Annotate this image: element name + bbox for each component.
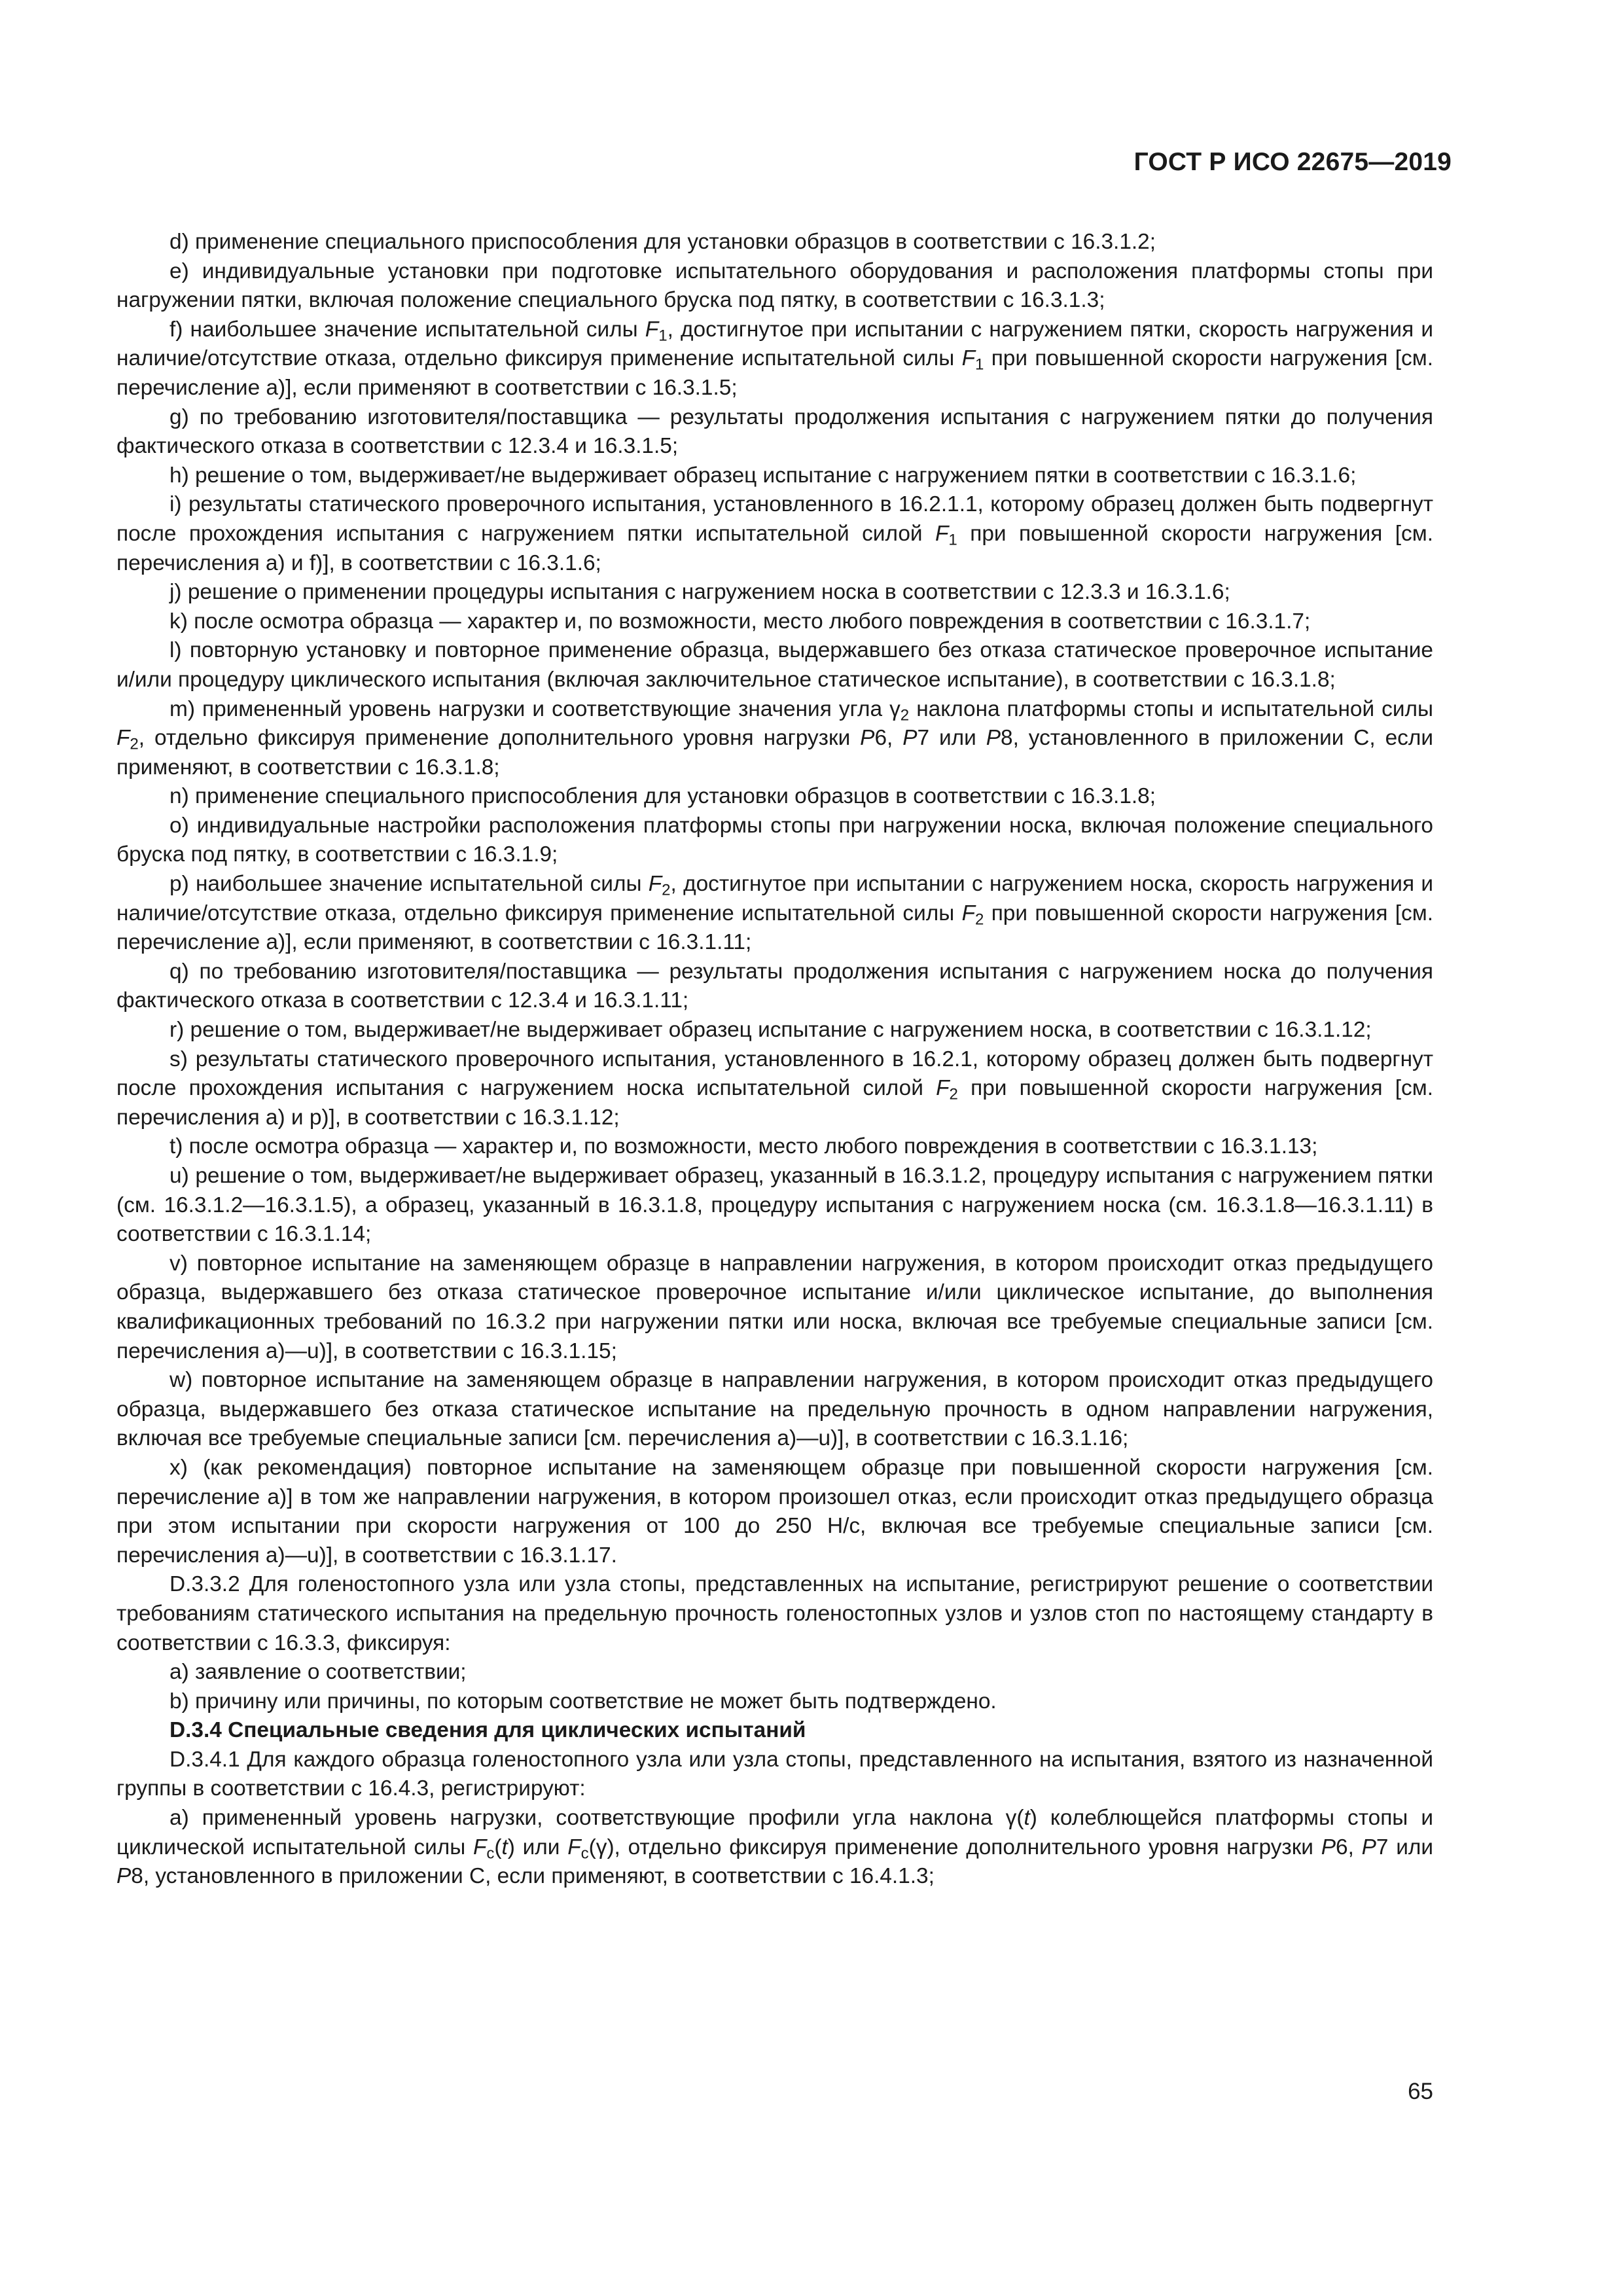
- paragraph: h) решение о том, выдерживает/не выдерживает образец испытание с нагружением пятки в соответствии с 16.3.1.6;: [169, 463, 1357, 488]
- section-heading: D.3.4 Специальные сведения для циклических испытаний: [169, 1718, 806, 1743]
- paragraph: D.3.3.2 Для голеностопного узла или узла стопы, представленных на испытание, регистрируют решение о соответствии требованиям статического испытания на предельную прочность голеностопных узлов и узлов стоп по настоящему стандарту в соответствии с 16.3.3, фиксируя:: [116, 1572, 1433, 1655]
- paragraph: m) примененный уровень нагрузки и соответствующие значения угла $\gamma_2$ наклона платформы стопы и испытательной силы $F_2$, отдельно фиксируя применение дополнительного уровня нагрузки P6, P7 или P8, установленного в приложении С, если применяют, в соответствии с 16.3.1.8;: [116, 696, 1434, 780]
- paragraph: g) по требованию изготовителя/поставщика — результаты продолжения испытания с нагружением пятки до получения фактического отказа в соответствии с 12.3.4 и 16.3.1.5;: [116, 404, 1433, 459]
- paragraph: f) наибольшее значение испытательной силы $F_1$, достигнутое при испытании с нагружением пятки, скорость нагружения и наличие/отсутствие отказа, отдельно фиксируя применение испытательной силы $F_1$ при повышенной скорости нагружения [см. перечисление a)], если применяют в соответствии с 16.3.1.5;: [116, 317, 1433, 400]
- paragraph: n) применение специального приспособления для установки образцов в соответствии с 16.3.1.8;: [169, 784, 1156, 809]
- paragraph: u) решение о том, выдерживает/не выдерживает образец, указанный в 16.3.1.2, процедуру испытания с нагружением пятки (см. 16.3.1.2—16.3.1.5), а образец, указанный в 16.3.1.8, процедуру испытания с нагружением носка (см. 16.3.1.8—16.3.1.11) в соответствии с 16.3.1.14;: [116, 1164, 1433, 1247]
- paragraph: i) результаты статического проверочного испытания, установленного в 16.2.1.1, которому образец должен быть подвергнут после прохождения испытания с нагружением пятки испытательной силой $F_1$ при повышенной скорости нагружения [см. перечисления a) и f)], в соответствии с 16.3.1.6;: [116, 492, 1433, 575]
- paragraph: j) решение о применении процедуры испытания с нагружением носка в соответствии с 12.3.3 и 16.3.1.6;: [169, 580, 1230, 605]
- page-number: 65: [1408, 2079, 1433, 2104]
- paragraph: x) (как рекомендация) повторное испытание на заменяющем образце при повышенной скорости нагружения [см. перечисление a)] в том же направлении нагружения, в котором произошел отказ, если происходит отказ предыдущего образца при этом испытании при скорости нагружения от 100 до 250 Н/с, включая все требуемые специальные записи [см. перечисления a)—u)], в соответствии с 16.3.1.17.: [116, 1455, 1433, 1568]
- paragraph: k) после осмотра образца — характер и, по возможности, место любого повреждения в соответствии с 16.3.1.7;: [169, 609, 1311, 634]
- paragraph: t) после осмотра образца — характер и, по возможности, место любого повреждения в соответствии с 16.3.1.13;: [169, 1134, 1318, 1159]
- paragraph: a) заявление о соответствии;: [169, 1660, 467, 1685]
- paragraph: p) наибольшее значение испытательной силы $F_2$, достигнутое при испытании с нагружением носка, скорость нагружения и наличие/отсутствие отказа, отдельно фиксируя применение испытательной силы $F_2$ при повышенной скорости нагружения [см. перечисление a)], если применяют, в соответствии с 16.3.1.11;: [116, 872, 1433, 955]
- paragraph: w) повторное испытание на заменяющем образце в направлении нагружения, в котором происходит отказ предыдущего образца, выдержавшего без отказа статическое испытание на предельную прочность в одном направлении нагружения, включая все требуемые специальные записи [см. перечисления a)—u)], в соответствии с 16.3.1.16;: [116, 1368, 1433, 1451]
- paragraph: v) повторное испытание на заменяющем образце в направлении нагружения, в котором происходит отказ предыдущего образца, выдержавшего без отказа статическое проверочное испытание и/или циклическое испытание, до выполнения квалификационных требований по 16.3.2 при нагружении пятки или носка, включая все требуемые специальные записи [см. перечисления a)—u)], в соответствии с 16.3.1.15;: [116, 1251, 1433, 1363]
- document-body: [116, 228, 1433, 1892]
- paragraph: o) индивидуальные настройки расположения платформы стопы при нагружении носка, включая положение специального бруска под пятку, в соответствии с 16.3.1.9;: [116, 813, 1433, 867]
- paragraph: s) результаты статического проверочного испытания, установленного в 16.2.1, которому образец должен быть подвергнут после прохождения испытания с нагружением носка испытательной силой $F_2$ при повышенной скорости нагружения [см. перечисления a) и p)], в соответствии с 16.3.1.12;: [116, 1047, 1433, 1130]
- paragraph: D.3.4.1 Для каждого образца голеностопного узла или узла стопы, представленного на испытания, взятого из назначенной группы в соответствии с 16.4.3, регистрируют:: [116, 1747, 1433, 1801]
- paragraph: a) примененный уровень нагрузки, соответствующие профили угла наклона γ(t) колеблющейся платформы стопы и циклической испытательной силы $F_c(t)$ или $F_c(\gamma)$, отдельно фиксируя применение дополнительного уровня нагрузки P6, P7 или P8, установленного в приложении С, если применяют, в соответствии с 16.4.1.3;: [116, 1806, 1434, 1889]
- paragraph: e) индивидуальные установки при подготовке испытательного оборудования и расположения платформы стопы при нагружении пятки, включая положение специального бруска под пятку, в соответствии с 16.3.1.3;: [116, 259, 1433, 313]
- document-header-code: ГОСТ Р ИСО 22675—2019: [1133, 148, 1452, 176]
- paragraph: d) применение специального приспособления для установки образцов в соответствии с 16.3.1.2;: [169, 230, 1156, 254]
- paragraph: r) решение о том, выдерживает/не выдерживает образец испытание с нагружением носка, в соответствии с 16.3.1.12;: [169, 1018, 1372, 1043]
- paragraph: b) причину или причины, по которым соответствие не может быть подтверждено.: [169, 1689, 997, 1713]
- paragraph: q) по требованию изготовителя/поставщика — результаты продолжения испытания с нагружением носка до получения фактического отказа в соответствии с 12.3.4 и 16.3.1.11;: [116, 959, 1433, 1013]
- paragraph: l) повторную установку и повторное применение образца, выдержавшего без отказа статическое проверочное испытание и/или процедуру циклического испытания (включая заключительное статическое испытание), в соответствии с 16.3.1.8;: [116, 638, 1433, 692]
